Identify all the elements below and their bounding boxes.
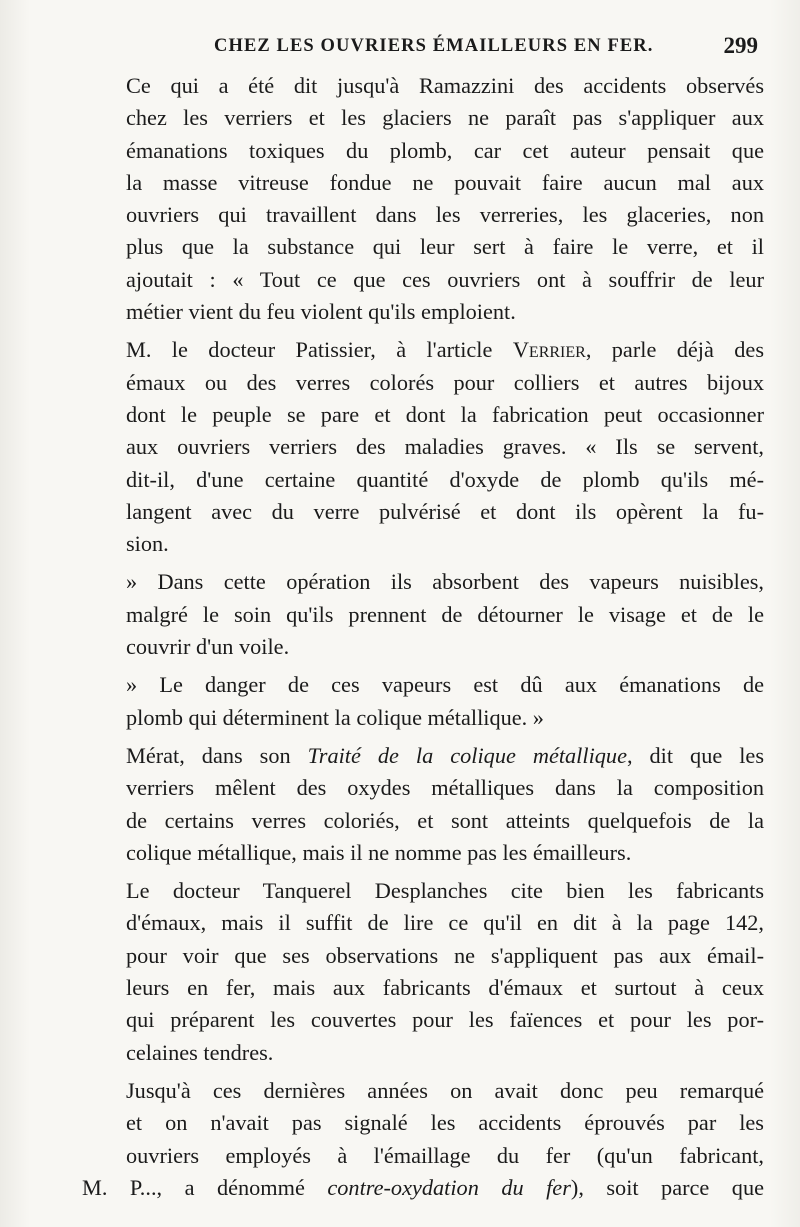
text-line: Jusqu'à ces dernières années on avait donc peu remarqué	[126, 1077, 764, 1103]
text-run: ), soit parce que	[570, 1174, 764, 1200]
text-line: sion.	[126, 531, 169, 557]
text-line: aux ouvriers verriers des maladies graves. « Ils se servent,	[126, 434, 764, 460]
text-line: couvrir d'un voile.	[126, 634, 290, 660]
text-line: Le docteur Tanquerel Desplanches cite bien les fabricants	[126, 878, 764, 904]
text-line: colique métallique, mais il ne nomme pas les émailleurs.	[126, 839, 632, 865]
text-line: plomb qui déterminent la colique métallique. »	[126, 704, 544, 730]
text-line: » Dans cette opération ils absorbent des vapeurs nuisibles,	[126, 569, 764, 595]
text-line: » Le danger de ces vapeurs est dû aux émanations de	[126, 672, 764, 698]
paragraph-2	[104, 334, 764, 560]
text-run: , parle déjà des	[585, 337, 765, 363]
text-line: pour voir que ses observations ne s'appliquent pas aux émail-	[126, 942, 764, 968]
text-line: chez les verriers et les glaciers ne paraît pas s'appliquer aux	[126, 105, 764, 131]
text-line: dont le peuple se pare et dont la fabrication peut occasionner	[126, 401, 764, 427]
paragraph-4	[104, 669, 764, 734]
text-line: ajoutait : « Tout ce que ces ouvriers ont à souffrir de leur	[126, 266, 764, 292]
text-line: de certains verres coloriés, et sont atteints quelquefois de la	[126, 807, 764, 833]
paragraph-1	[104, 70, 764, 328]
paragraph-3	[104, 566, 764, 663]
text-line: plus que la substance qui leur sert à faire le verre, et il	[126, 234, 764, 260]
text-line: ouvriers employés à l'émaillage du fer (qu'un fabricant,	[126, 1142, 764, 1168]
small-caps-word: Verrier	[512, 337, 586, 363]
text-line: émaux ou des verres colorés pour colliers et autres bijoux	[126, 369, 764, 395]
text-run: Mérat, dans son	[126, 742, 308, 768]
text-line: verriers mêlent des oxydes métalliques dans la composition	[126, 775, 764, 801]
text-line: qui préparent les couvertes pour les faïences et pour les por-	[126, 1007, 764, 1033]
text-line-compound	[104, 334, 764, 366]
paragraph-5	[104, 740, 764, 869]
text-run: M. P..., a dénommé	[82, 1174, 328, 1200]
text-line: émanations toxiques du plomb, car cet auteur pensait que	[126, 137, 764, 163]
italic-title: Traité de la colique métallique	[307, 742, 627, 768]
text-run: M. le docteur Patissier, à l'article	[126, 337, 513, 363]
text-line: malgré le soin qu'ils prennent de détourner le visage et de le	[126, 601, 764, 627]
text-run: , dit que les	[626, 742, 764, 768]
running-head	[104, 33, 764, 64]
text-line: et on n'avait pas signalé les accidents éprouvés par les	[126, 1110, 764, 1136]
page-number: 299	[723, 33, 758, 58]
text-line: la masse vitreuse fondue ne pouvait faire aucun mal aux	[126, 169, 764, 195]
italic-term: contre-oxydation du fer	[327, 1174, 571, 1200]
text-line: leurs en fer, mais aux fabricants d'émaux et surtout à ceux	[126, 975, 764, 1001]
text-line-compound	[82, 1172, 764, 1204]
text-line: Ce qui a été dit jusqu'à Ramazzini des accidents observés	[126, 73, 764, 98]
text-line: ouvriers qui travaillent dans les verreries, les glaceries, non	[126, 202, 764, 228]
paragraph-7	[82, 1075, 764, 1204]
text-line: métier vient du feu violent qu'ils emploient.	[126, 299, 516, 325]
text-line-compound	[104, 740, 764, 772]
text-line: langent avec du verre pulvérisé et dont ils opèrent la fu-	[126, 498, 764, 524]
running-head-title: CHEZ LES OUVRIERS ÉMAILLEURS EN FER.	[214, 36, 654, 56]
text-line: dit-il, d'une certaine quantité d'oxyde de plomb qu'ils mé-	[126, 466, 764, 492]
text-line: d'émaux, mais il suffit de lire ce qu'il en dit à la page 142,	[126, 910, 764, 936]
text-line: celaines tendres.	[126, 1039, 274, 1065]
body-text	[82, 70, 765, 1204]
paragraph-6	[104, 875, 764, 1069]
